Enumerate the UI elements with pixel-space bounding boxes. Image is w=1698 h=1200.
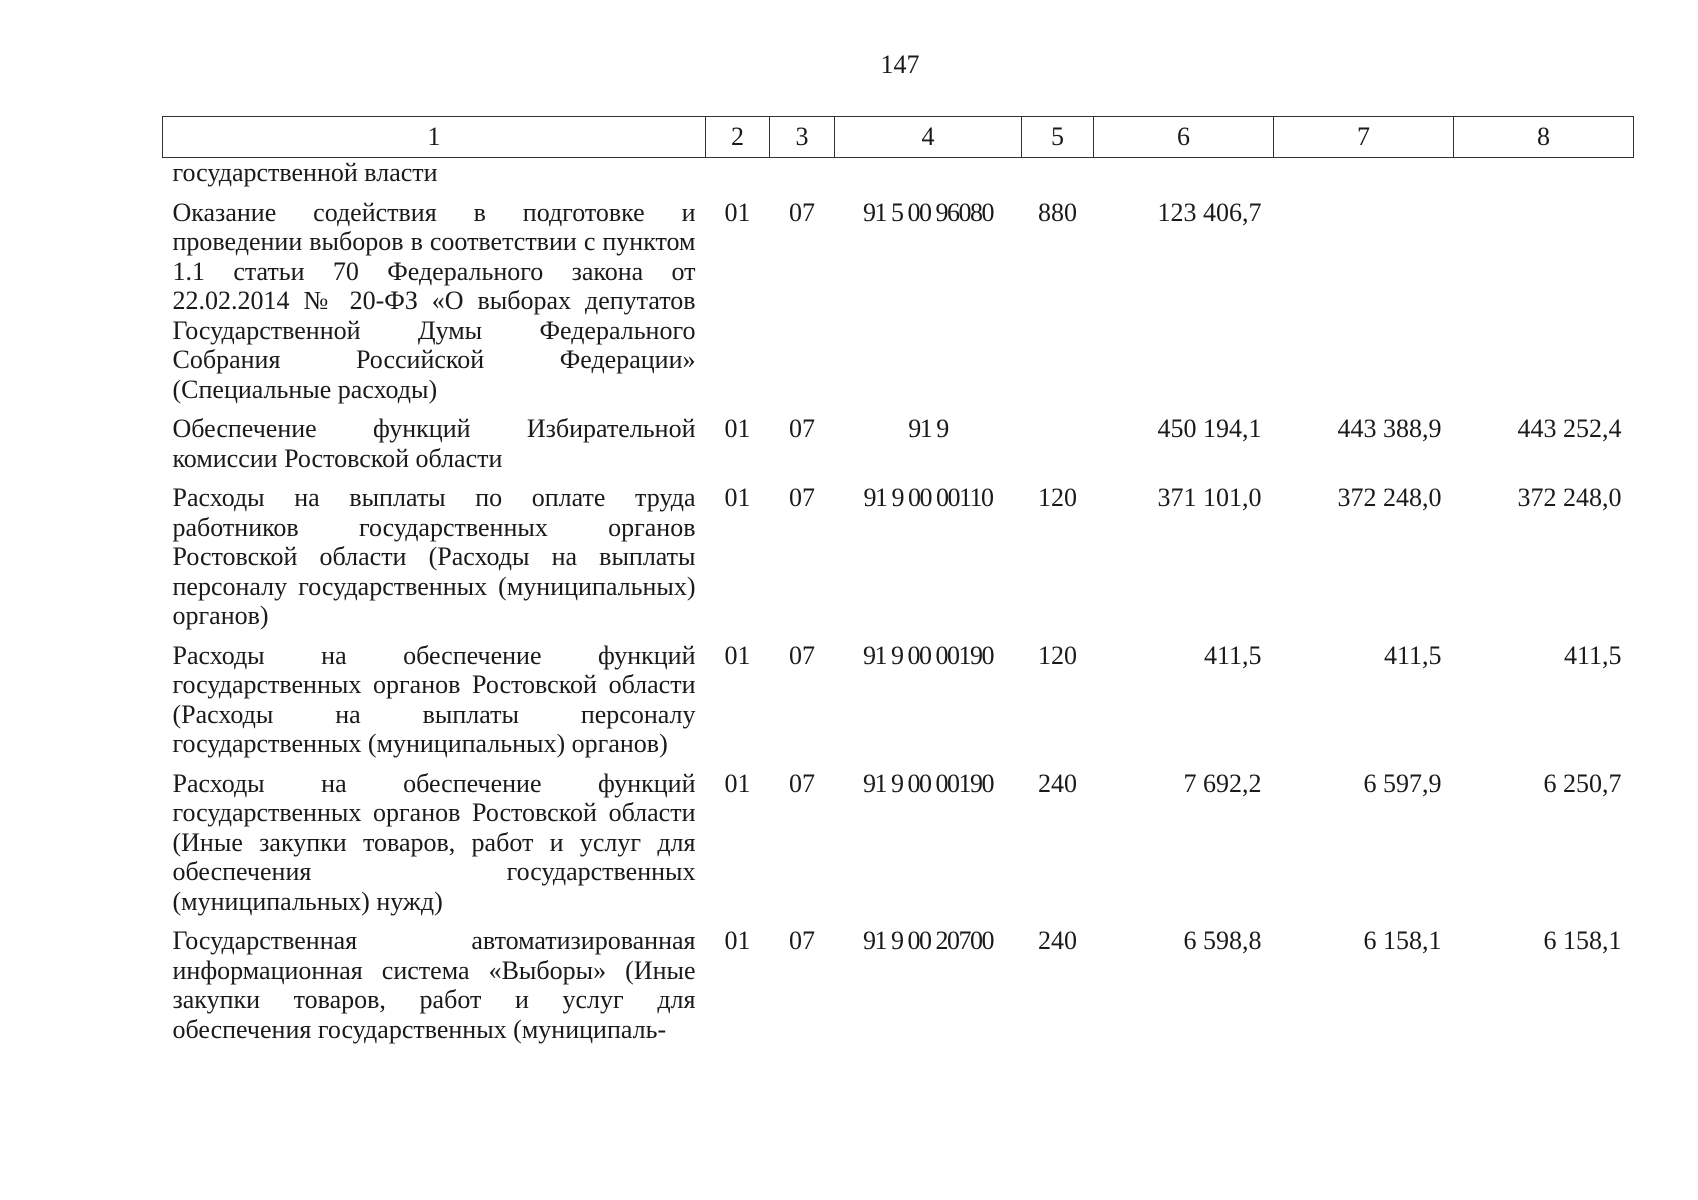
row-amount-col6: 371 101,0 — [1157, 483, 1262, 512]
row-description: государственной власти — [172, 158, 438, 187]
header-col-6: 6 — [1094, 117, 1274, 158]
row-amount-col8 — [1454, 198, 1634, 415]
row-amount-col6: 7 692,2 — [1183, 768, 1262, 798]
table-row — [163, 414, 1634, 483]
row-expense-type — [1022, 414, 1094, 483]
header-col-5: 5 — [1022, 117, 1094, 158]
row-target-code: 91 9 00 00190 — [863, 768, 993, 798]
row-subsection: 07 — [789, 197, 815, 227]
row-amount-col8: 6 158,1 — [1543, 926, 1622, 955]
row-amount-col7 — [1274, 158, 1454, 198]
row-target-code: 91 9 00 00110 — [863, 483, 993, 512]
header-col-7: 7 — [1274, 117, 1454, 158]
row-target-code — [835, 158, 1022, 198]
row-amount-col6: 6 598,8 — [1183, 926, 1262, 955]
table-row — [163, 483, 1634, 641]
row-section: 01 — [724, 768, 751, 798]
row-amount-col7: 6 158,1 — [1363, 926, 1442, 955]
row-expense-type: 880 — [1038, 197, 1077, 227]
row-description: Расходы на обеспечение функций государственных органов Ростовской области (Расходы на выплаты персоналу государственных (муниципальных) органов) — [172, 640, 696, 758]
header-col-4: 4 — [835, 117, 1022, 158]
row-subsection: 07 — [789, 483, 815, 512]
row-subsection: 07 — [789, 640, 815, 670]
row-subsection: 07 — [789, 768, 815, 798]
row-target-code: 91 9 00 20700 — [863, 926, 993, 955]
row-amount-col8 — [1454, 158, 1634, 198]
row-amount-col8: 411,5 — [1563, 640, 1622, 670]
row-amount-col6 — [1094, 158, 1274, 198]
header-col-2: 2 — [706, 117, 770, 158]
row-amount-col6: 123 406,7 — [1157, 197, 1262, 227]
row-subsection: 07 — [789, 926, 815, 955]
row-subsection: 07 — [789, 414, 815, 443]
row-expense-type: 240 — [1038, 926, 1077, 955]
header-row — [163, 117, 1634, 158]
row-amount-col7: 443 388,9 — [1337, 414, 1442, 443]
row-amount-col7 — [1274, 198, 1454, 415]
row-expense-type: 240 — [1038, 768, 1077, 798]
table-row — [163, 926, 1634, 1044]
row-target-code: 91 9 — [908, 414, 948, 443]
header-col-8: 8 — [1454, 117, 1634, 158]
row-target-code: 91 9 00 00190 — [863, 640, 993, 670]
row-amount-col8: 443 252,4 — [1517, 414, 1622, 443]
table-row — [163, 769, 1634, 927]
row-section: 01 — [724, 414, 751, 443]
header-col-1: 1 — [163, 117, 706, 158]
row-amount-col8: 372 248,0 — [1517, 483, 1622, 512]
table-row — [163, 158, 1634, 198]
header-col-3: 3 — [770, 117, 835, 158]
row-amount-col7: 411,5 — [1383, 640, 1442, 670]
row-description: Обеспечение функций Избирательной комиссии Ростовской области — [172, 414, 696, 473]
row-target-code: 91 5 00 96080 — [863, 197, 993, 227]
row-expense-type — [1022, 158, 1094, 198]
row-section: 01 — [724, 640, 751, 670]
row-subsection — [770, 158, 835, 198]
row-amount-col8: 6 250,7 — [1543, 768, 1622, 798]
row-description: Оказание содействия в подготовке и проведении выборов в соответствии с пунктом 1.1 статьи 70 Федерального закона от 22.02.2014 № 20-ФЗ «О выборах депутатов Государственной Думы Федерального Собрания Российской Федерации» (Специальные расходы) — [172, 197, 696, 404]
table-row — [163, 198, 1634, 415]
row-section — [706, 158, 770, 198]
row-section: 01 — [724, 483, 751, 512]
row-amount-col7: 372 248,0 — [1337, 483, 1442, 512]
row-amount-col7: 6 597,9 — [1363, 768, 1442, 798]
row-section: 01 — [724, 197, 751, 227]
row-description: Государственная автоматизированная информационная система «Выборы» (Иные закупки товаров, работ и услуг для обеспечения государственных (муниципаль- — [172, 926, 696, 1044]
row-amount-col6: 411,5 — [1203, 640, 1262, 670]
page-number: 147 — [880, 50, 920, 79]
table-row — [163, 641, 1634, 769]
row-description: Расходы на обеспечение функций государственных органов Ростовской области (Иные закупки товаров, работ и услуг для обеспечения государственных (муниципальных) нужд) — [172, 768, 696, 916]
budget-table — [162, 116, 1634, 1044]
row-expense-type: 120 — [1038, 483, 1077, 512]
row-section: 01 — [724, 926, 751, 955]
row-amount-col6: 450 194,1 — [1157, 414, 1262, 443]
row-description: Расходы на выплаты по оплате труда работников государственных органов Ростовской области (Расходы на выплаты персоналу государственных (муниципальных) органов) — [172, 483, 696, 630]
row-expense-type: 120 — [1038, 640, 1077, 670]
